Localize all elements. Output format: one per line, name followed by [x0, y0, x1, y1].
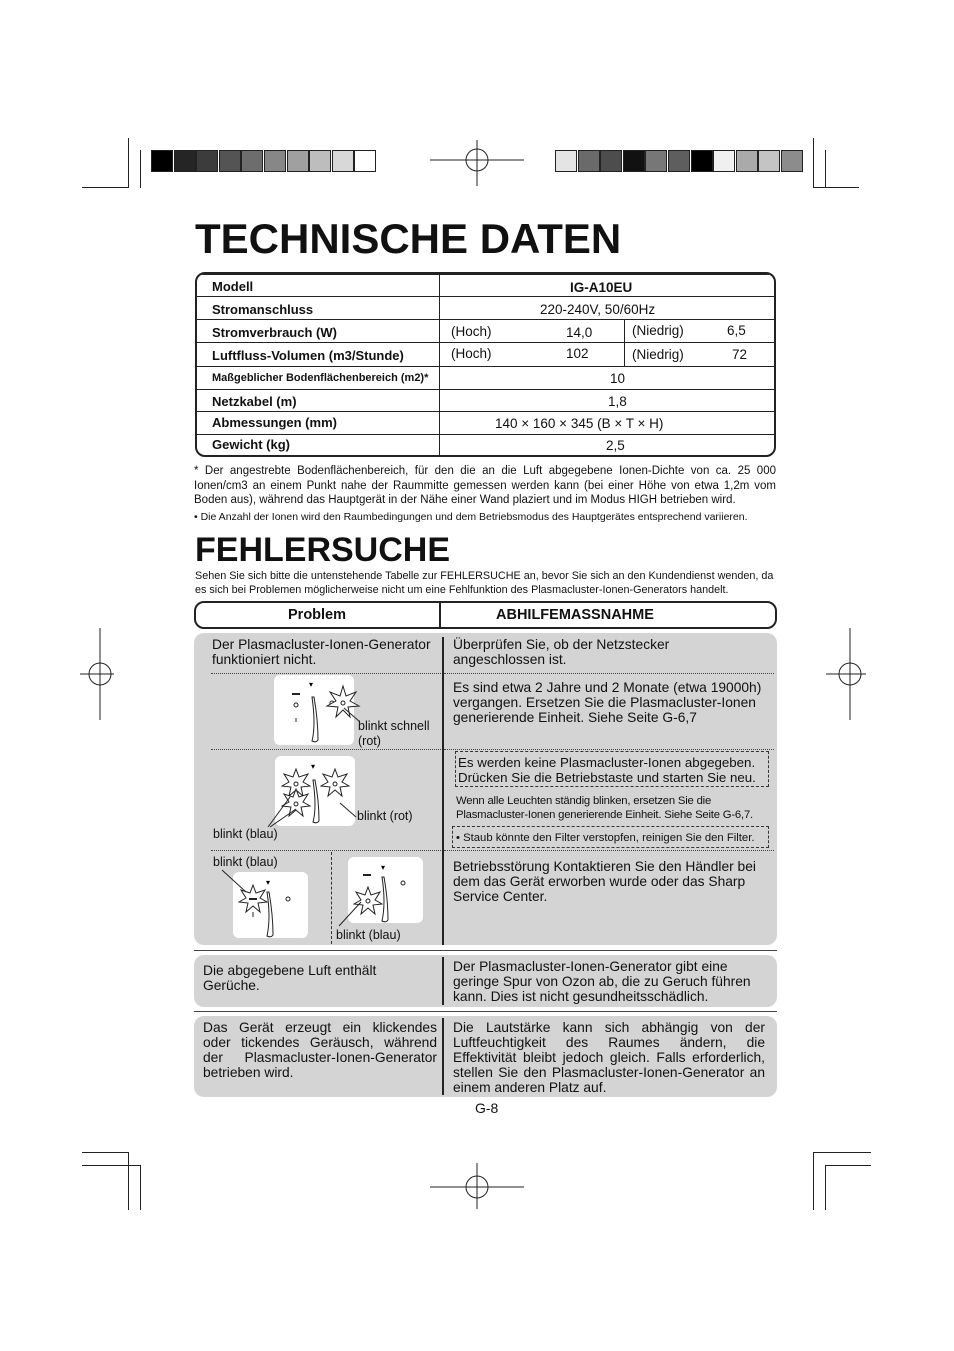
registration-mark-icon	[430, 140, 524, 186]
b1-remedy-service: Betriebsstörung Kontaktieren Sie den Händler bei dem das Gerät erworben wurde oder das Sharp Service Center.	[453, 859, 756, 904]
color-swatch	[264, 150, 286, 172]
label-blinkt-schnell: blinkt schnell (rot)	[358, 719, 430, 748]
spec-row: Luftfluss-Volumen (m3/Stunde) (Hoch) 102 (Niedrig) 72	[197, 342, 774, 366]
color-swatch	[174, 150, 196, 172]
svg-text:▾: ▾	[381, 863, 386, 872]
svg-text:▾: ▾	[309, 680, 314, 689]
b1-problem: Der Plasmacluster-Ionen-Generator funktioniert nicht.	[212, 637, 431, 667]
color-swatch	[354, 150, 376, 172]
color-swatch	[691, 150, 713, 172]
trouble-header	[194, 601, 777, 629]
trouble-title: FEHLERSUCHE	[195, 531, 451, 569]
filter-box: • Staub könnte den Filter verstopfen, reinigen Sie den Filter.	[452, 826, 769, 848]
color-swatch	[645, 150, 667, 172]
spec-row: Gewicht (kg) 2,5	[197, 434, 774, 457]
label-blinkt-rot: blinkt (rot)	[357, 809, 413, 823]
spec-footnote: * Der angestrebte Bodenflächenbereich, für den die an die Luft abgegebene Ionen-Dichte von ca. 25 000 Ionen/cm3 an einem Punkt nahe der Raummitte gemessen werden kann (bei einer Höhe von etwa 1,2m vom Boden aus), während das Hauptgerät in der Nähe einer Wand plaziert und im Modus HIGH betrieben wird.	[194, 465, 776, 506]
color-swatch	[151, 150, 173, 172]
spec-note: • Die Anzahl der Ionen wird den Raumbedingungen und dem Betriebsmodus des Hauptgerätes entsprechend variieren.	[194, 511, 748, 523]
color-swatch	[219, 150, 241, 172]
label-blinkt-blau-3: blinkt (blau)	[336, 928, 401, 942]
label-blinkt-blau-2: blinkt (blau)	[213, 855, 278, 869]
color-swatch	[578, 150, 600, 172]
color-swatch	[758, 150, 780, 172]
spec-row: Abmessungen (mm) 140 × 160 × 345 (B × T × H)	[197, 411, 774, 434]
color-swatch	[287, 150, 309, 172]
b1-remedy-plug: Überprüfen Sie, ob der Netzstecker angeschlossen ist.	[453, 637, 670, 667]
color-swatch	[332, 150, 354, 172]
spec-row: Stromanschluss 220-240V, 50/60Hz	[197, 296, 774, 319]
color-swatch	[241, 150, 263, 172]
svg-text:▾: ▾	[311, 762, 316, 771]
restart-box: Es werden keine Plasmacluster-Ionen abgegeben. Drücken Sie die Betriebstaste und starten Sie neu.	[455, 751, 769, 787]
color-swatch	[623, 150, 645, 172]
b3-remedy: Die Lautstärke kann sich abhängig von der Luftfeuchtigkeit des Raumes ändern, die Effektivität bleibt jedoch gleich. Falls erforderlich, stellen Sie den Plasmacluster-Ionen-Generator an einem anderen Platz auf.	[453, 1020, 765, 1095]
b2-remedy: Der Plasmacluster-Ionen-Generator gibt eine geringe Spur von Ozon ab, die zu Geruch führen kann. Dies ist nicht gesundheitsschädlich.	[453, 959, 751, 1004]
spec-table	[195, 272, 776, 457]
spec-row: Maßgeblicher Bodenflächenbereich (m2)* 10	[197, 366, 774, 389]
spec-title: TECHNISCHE DATEN	[195, 215, 622, 262]
b1-remedy-all-blink: Wenn alle Leuchten ständig blinken, ersetzen Sie die Plasmacluster-Ionen generierende Einheit. Siehe Seite G-6,7.	[456, 795, 753, 821]
b3-problem: Das Gerät erzeugt ein klickendes oder tickendes Geräusch, während der Plasmacluster-Ionen-Generator betrieben wird.	[203, 1020, 437, 1080]
spec-row: Netzkabel (m) 1,8	[197, 389, 774, 411]
color-swatch	[713, 150, 735, 172]
registration-mark-icon	[80, 628, 114, 720]
color-swatch	[309, 150, 331, 172]
col-problem: Problem	[288, 607, 347, 623]
color-swatch	[668, 150, 690, 172]
color-swatch	[781, 150, 803, 172]
color-swatch	[196, 150, 218, 172]
col-remedy: ABHILFEMASSNAHME	[496, 607, 654, 623]
color-swatch	[600, 150, 622, 172]
trouble-intro: Sehen Sie sich bitte die untenstehende Tabelle zur FEHLERSUCHE an, bevor Sie sich an den Kundendienst wenden, da es sich bei Problemen möglicherweise nicht um eine Fehlfunktion des Plasmacluster-Ionen-Generators handelt.	[195, 570, 774, 596]
spec-row: Stromverbrauch (W) (Hoch) 14,0 (Niedrig) 6,5	[197, 319, 774, 342]
registration-mark-icon	[430, 1163, 524, 1209]
registration-mark-icon	[826, 628, 866, 720]
spec-row: Modell IG-A10EU	[197, 274, 774, 296]
color-swatch	[736, 150, 758, 172]
label-blinkt-blau: blinkt (blau)	[213, 827, 278, 841]
b2-problem: Die abgegebene Luft enthält Gerüche.	[203, 963, 377, 993]
b1-remedy-replace: Es sind etwa 2 Jahre und 2 Monate (etwa 19000h) vergangen. Ersetzen Sie die Plasmacluster-Ionen generierende Einheit. Siehe Seite G-6,7	[453, 680, 762, 725]
blink-star-icon	[320, 768, 350, 798]
page-number: G-8	[475, 1100, 499, 1116]
svg-text:▾: ▾	[266, 878, 271, 887]
color-swatch	[555, 150, 577, 172]
